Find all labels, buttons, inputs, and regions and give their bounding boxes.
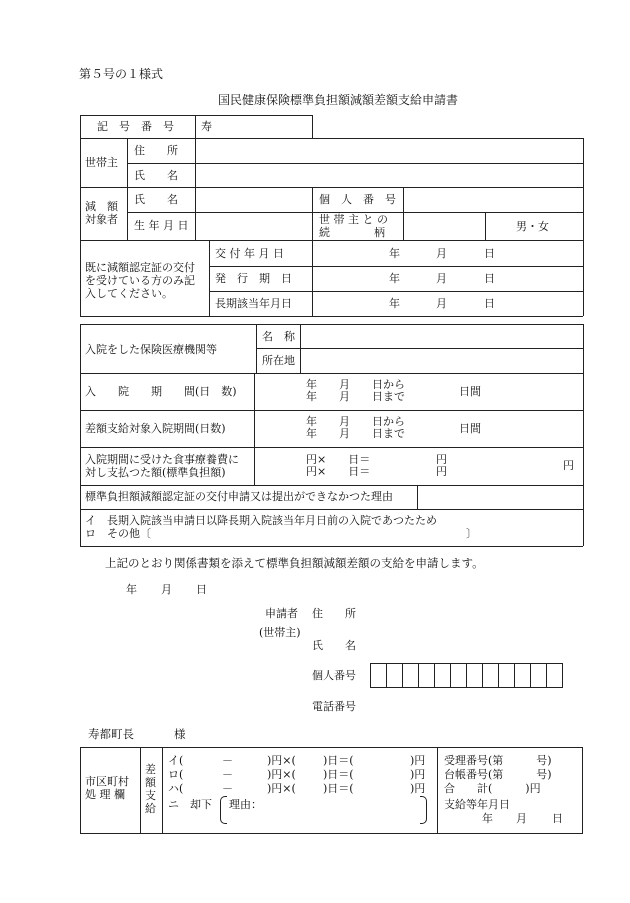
calc-row-yen-times: )円×(	[267, 782, 296, 795]
addressee: 寿都町長	[88, 727, 134, 741]
meal-line-1: 円× 日＝	[306, 453, 371, 466]
date-day: 日	[484, 247, 495, 260]
shikyu-year: 年	[482, 812, 493, 825]
calc-row-prefix: イ(	[168, 754, 184, 767]
sagaku-period-from: 年 月 日から	[306, 415, 405, 428]
kojin-bango-label: 個 人 番 号	[319, 193, 396, 206]
shikyu-date-label: 支給等年月日	[444, 798, 510, 811]
date-month: 月	[436, 272, 447, 285]
period-label: 入 院 期 間(日 数)	[85, 385, 237, 398]
kigo-bango-value: 寿	[201, 120, 212, 133]
reason-bracket-left	[220, 796, 227, 824]
sagaku-days-unit: 日間	[459, 422, 481, 435]
period-to: 年 月 日まで	[306, 390, 405, 403]
daicho-bango: 台帳番号(第 号)	[444, 768, 552, 781]
period-days-unit: 日間	[459, 385, 481, 398]
sagaku-period-to: 年 月 日まで	[306, 427, 405, 440]
calc-row-dash: －	[222, 782, 233, 795]
decl-year: 年	[126, 583, 137, 596]
applicant-kojin-bango-label: 個人番号	[312, 669, 356, 682]
reject-label: ニ 却下	[168, 798, 212, 811]
certificate-note: 既に減額認定証の交付 を受けている方のみ記 入してください。	[85, 261, 195, 300]
meal-total-yen: 円	[563, 459, 574, 472]
period-from: 年 月 日から	[306, 378, 405, 391]
form-title: 国民健康保険標準負担額減額差額支給申請書	[218, 93, 459, 107]
sagaku-period-label: 差額支給対象入院期間(日数)	[85, 422, 226, 435]
jusho-label: 住 所	[134, 144, 178, 157]
calc-row-days-eq: )日＝(	[323, 782, 354, 795]
kigo-bango-label: 記 号 番 号	[97, 120, 174, 133]
calc-row-dash: －	[222, 768, 233, 781]
shikyu-day: 日	[552, 812, 563, 825]
hakko-label: 発 行 期 日	[215, 272, 292, 285]
calc-row-yen: )円	[410, 754, 426, 767]
decl-month: 月	[161, 583, 172, 596]
calc-row-prefix: ハ(	[168, 782, 184, 795]
total-amount: 合 計( )円	[444, 782, 541, 795]
reason-bracket-right	[420, 796, 427, 824]
sagaku-shikyu-label: 差 額 支 給	[145, 763, 156, 815]
choki-label: 長期該当年月日	[215, 297, 292, 310]
calc-row-yen-times: )円×(	[267, 768, 296, 781]
calc-row-dash: －	[222, 754, 233, 767]
calc-row-days-eq: )日＝(	[323, 754, 354, 767]
relation-label: 世 帯 主 と の 続 柄	[319, 213, 388, 239]
hospital-name-label: 名 称	[262, 330, 295, 343]
declaration: 上記のとおり関係書類を添えて標準負担額減額差額の支給を申請します。	[105, 556, 484, 570]
date-day: 日	[484, 272, 495, 285]
date-month: 月	[436, 297, 447, 310]
reason-close-bracket: 〕	[466, 527, 477, 540]
addressee-suffix: 様	[174, 727, 186, 741]
koufu-label: 交 付 年 月 日	[215, 247, 284, 260]
calc-row-yen: )円	[410, 782, 426, 795]
applicant-name-label: 氏 名	[312, 639, 356, 652]
seinengappi-label: 生 年 月 日	[134, 219, 189, 232]
date-year: 年	[389, 272, 400, 285]
reason-i: イ 長期入院該当申請日以降長期入院該当年月日前の入院であつたため	[85, 514, 437, 527]
reason-label: 標準負担額減額認定証の交付申請又は提出ができなかつた理由	[85, 490, 393, 503]
shimei2-label: 氏 名	[134, 193, 178, 206]
gender-choice: 男・女	[516, 220, 549, 233]
date-year: 年	[389, 247, 400, 260]
date-day: 日	[484, 297, 495, 310]
hospital-label: 入院をした保険医療機関等	[85, 343, 217, 356]
shikyu-month: 月	[516, 812, 527, 825]
office-label: 市区町村 処 理 欄	[85, 775, 129, 801]
meal-label: 入院期間に受けた食事療養費に 対し支払つた額(標準負担額)	[85, 453, 239, 479]
hospital-address-label: 所在地	[262, 354, 295, 367]
applicant-phone-label: 電話番号	[312, 700, 356, 713]
calc-row-yen: )円	[410, 768, 426, 781]
reason-ro: ロ その他〔	[85, 527, 151, 540]
calc-row-yen-times: )円×(	[267, 754, 296, 767]
decl-day: 日	[196, 583, 207, 596]
shimei-label: 氏 名	[134, 169, 178, 182]
reject-reason-label: 理由：	[229, 798, 262, 811]
applicant-sub-label: (世帯主)	[259, 626, 301, 639]
calc-row-prefix: ロ(	[168, 768, 184, 781]
date-year: 年	[389, 297, 400, 310]
date-month: 月	[436, 247, 447, 260]
applicant-label: 申請者	[265, 607, 298, 620]
gengaku-label: 減 額 対象者	[85, 200, 118, 226]
setainushi-label: 世帯主	[85, 156, 118, 169]
meal-yen-2: 円	[436, 465, 447, 478]
meal-line-2: 円× 日＝	[306, 465, 371, 478]
form-number: 第５号の１様式	[79, 67, 164, 81]
applicant-address-label: 住 所	[312, 607, 356, 620]
juri-bango: 受理番号(第 号)	[444, 754, 552, 767]
calc-row-days-eq: )日＝(	[323, 768, 354, 781]
meal-yen-1: 円	[436, 453, 447, 466]
